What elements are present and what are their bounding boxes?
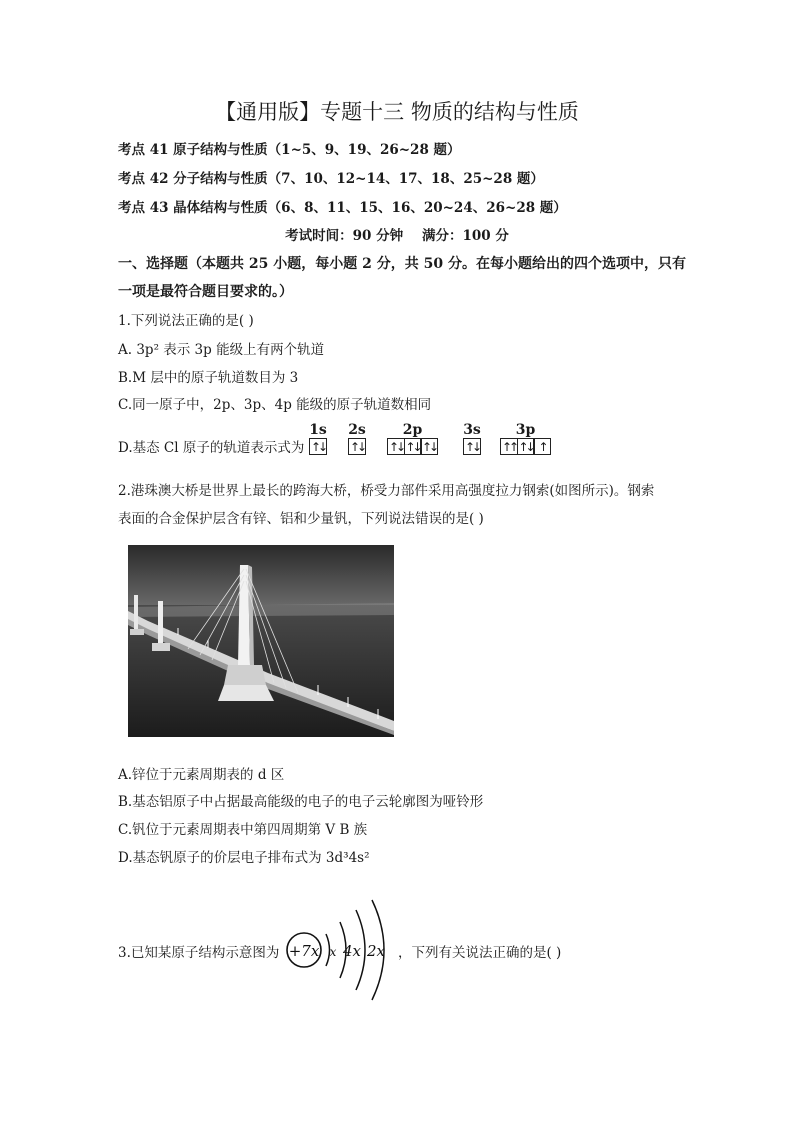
q1-option-c: C.同一原子中，2p、3p、4p 能级的原子轨道数相同	[118, 397, 432, 413]
topic-43: 考点 43 晶体结构与性质（6、8、11、15、16、20~24、26~28 题）	[118, 200, 567, 216]
orbital-box: ↑↑	[501, 439, 517, 454]
orbital-box: ↑↓	[349, 439, 365, 454]
orbital-label: 3p	[515, 422, 536, 438]
exam-info: 考试时间：90 分钟 满分：100 分	[285, 228, 509, 244]
section-heading-line1: 一、选择题（本题共 25 小题，每小题 2 分，共 50 分。在每小题给出的四个选项中，只有	[118, 256, 686, 272]
orbital-2s	[348, 422, 366, 455]
orbital-3p	[500, 422, 551, 455]
q1-option-b: B.M 层中的原子轨道数目为 3	[118, 370, 299, 386]
shell-electrons-1: x	[329, 945, 337, 959]
orbital-3s	[463, 422, 481, 455]
nucleus-charge: +7x	[288, 942, 320, 960]
orbital-box: ↑↓	[405, 439, 420, 454]
q3-stem-after: ，下列有关说法正确的是( )	[398, 945, 562, 961]
q2-stem-line1: 2.港珠澳大桥是世界上最长的跨海大桥，桥受力部件采用高强度拉力钢索(如图所示)。钢索	[118, 483, 655, 499]
atom-structure-diagram	[284, 898, 399, 1003]
q3-stem-before: 3.已知某原子结构示意图为	[118, 945, 280, 961]
orbital-label: 1s	[309, 422, 327, 438]
section-heading-line2: 一项是最符合题目要求的。）	[118, 284, 293, 300]
q2-option-d: D.基态钒原子的价层电子排布式为 3d³4s²	[118, 850, 370, 866]
q1-option-d: D.基态 Cl 原子的轨道表示式为	[118, 440, 305, 456]
orbital-box: ↑↓	[464, 439, 480, 454]
topic-42: 考点 42 分子结构与性质（7、10、12~14、17、18、25~28 题）	[118, 171, 544, 187]
orbital-box: ↑↓	[310, 439, 326, 454]
orbital-box: ↑↓	[518, 439, 533, 454]
q2-option-c: C.钒位于元素周期表中第四周期第 V B 族	[118, 822, 368, 838]
orbital-1s	[309, 422, 327, 455]
orbital-2p	[387, 422, 438, 455]
orbital-box: ↑↓	[421, 439, 437, 454]
q1-stem: 1.下列说法正确的是( )	[118, 313, 254, 329]
q1-option-a: A. 3p² 表示 3p 能级上有两个轨道	[118, 342, 325, 358]
orbital-label: 2p	[402, 422, 423, 438]
topic-41: 考点 41 原子结构与性质（1~5、9、19、26~28 题）	[118, 142, 461, 158]
q2-stem-line2: 表面的合金保护层含有锌、铝和少量钒，下列说法错误的是( )	[118, 511, 484, 527]
orbital-box: ↑↓	[388, 439, 404, 454]
orbital-label: 3s	[463, 422, 481, 438]
shell-electrons-2: 4x	[342, 942, 362, 960]
orbital-box: ↑	[533, 438, 551, 455]
orbital-label: 2s	[348, 422, 366, 438]
q2-option-b: B.基态铝原子中占据最高能级的电子的电子云轮廓图为哑铃形	[118, 794, 484, 810]
q2-option-a: A.锌位于元素周期表的 d 区	[118, 767, 285, 783]
bridge-photo	[128, 545, 394, 737]
shell-electrons-3: 2x	[366, 942, 386, 960]
page-title: 【通用版】专题十三 物质的结构与性质	[215, 100, 579, 124]
